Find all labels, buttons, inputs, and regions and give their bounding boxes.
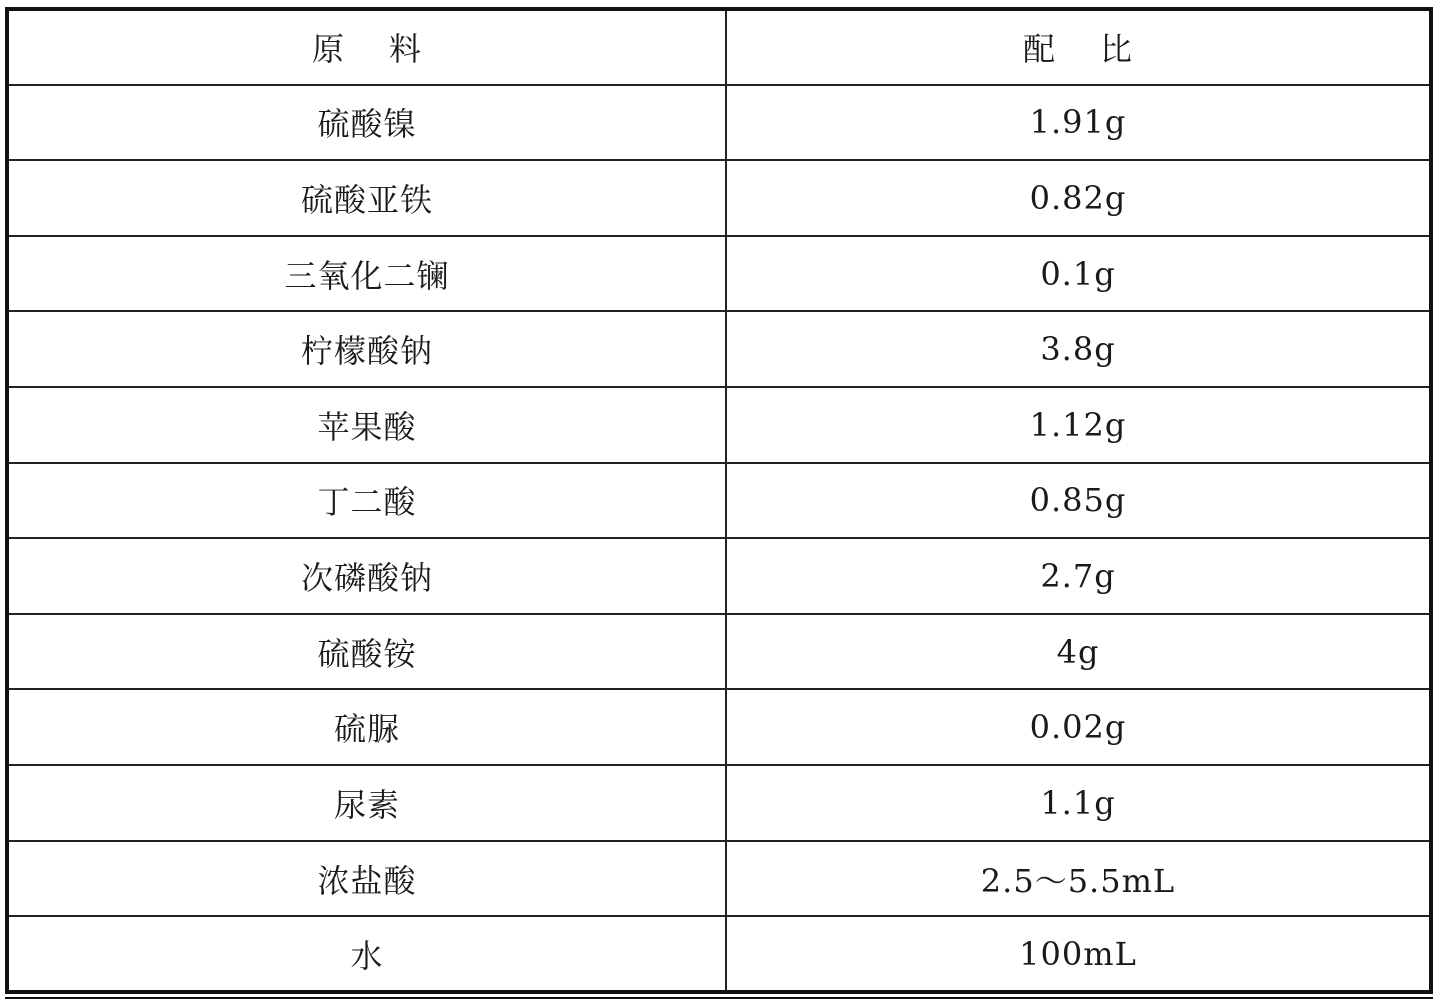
table-row [7, 614, 1431, 690]
table-header-row [7, 9, 1431, 85]
ratio-cell: 2.5～5.5mL [726, 841, 1431, 917]
header-material-char-1: 原 [311, 30, 345, 69]
table-row [7, 765, 1431, 841]
ratio-cell: 100mL [726, 916, 1431, 992]
ratio-cell: 3.8g [726, 311, 1431, 387]
material-cell: 柠檬酸钠 [7, 311, 726, 387]
header-ratio [726, 9, 1431, 85]
table-row [7, 689, 1431, 765]
ratio-cell: 1.91g [726, 85, 1431, 161]
table-row [7, 538, 1431, 614]
ratio-cell: 0.82g [726, 160, 1431, 236]
table-row [7, 463, 1431, 539]
header-ratio-char-1: 配 [1022, 30, 1056, 69]
ratio-cell: 4g [726, 614, 1431, 690]
material-cell: 三氧化二镧 [7, 236, 726, 312]
material-cell: 丁二酸 [7, 463, 726, 539]
table-row [7, 841, 1431, 917]
formula-table [5, 7, 1433, 994]
ratio-cell: 0.1g [726, 236, 1431, 312]
table-row [7, 311, 1431, 387]
material-cell: 苹果酸 [7, 387, 726, 463]
header-ratio-char-2: 比 [1100, 30, 1134, 69]
material-cell: 浓盐酸 [7, 841, 726, 917]
header-material [7, 9, 726, 85]
table-row [7, 387, 1431, 463]
material-cell: 硫酸镍 [7, 85, 726, 161]
material-cell: 次磷酸钠 [7, 538, 726, 614]
material-cell: 硫酸亚铁 [7, 160, 726, 236]
ratio-cell: 0.85g [726, 463, 1431, 539]
ratio-cell: 2.7g [726, 538, 1431, 614]
ratio-cell: 0.02g [726, 689, 1431, 765]
ratio-cell: 1.1g [726, 765, 1431, 841]
material-cell: 水 [7, 916, 726, 992]
header-material-char-2: 料 [389, 30, 423, 69]
table-row [7, 160, 1431, 236]
table-row [7, 916, 1431, 992]
material-cell: 硫脲 [7, 689, 726, 765]
bottom-rule [5, 997, 1433, 999]
ratio-cell: 1.12g [726, 387, 1431, 463]
material-cell: 硫酸铵 [7, 614, 726, 690]
table-row [7, 236, 1431, 312]
table-row [7, 85, 1431, 161]
material-cell: 尿素 [7, 765, 726, 841]
